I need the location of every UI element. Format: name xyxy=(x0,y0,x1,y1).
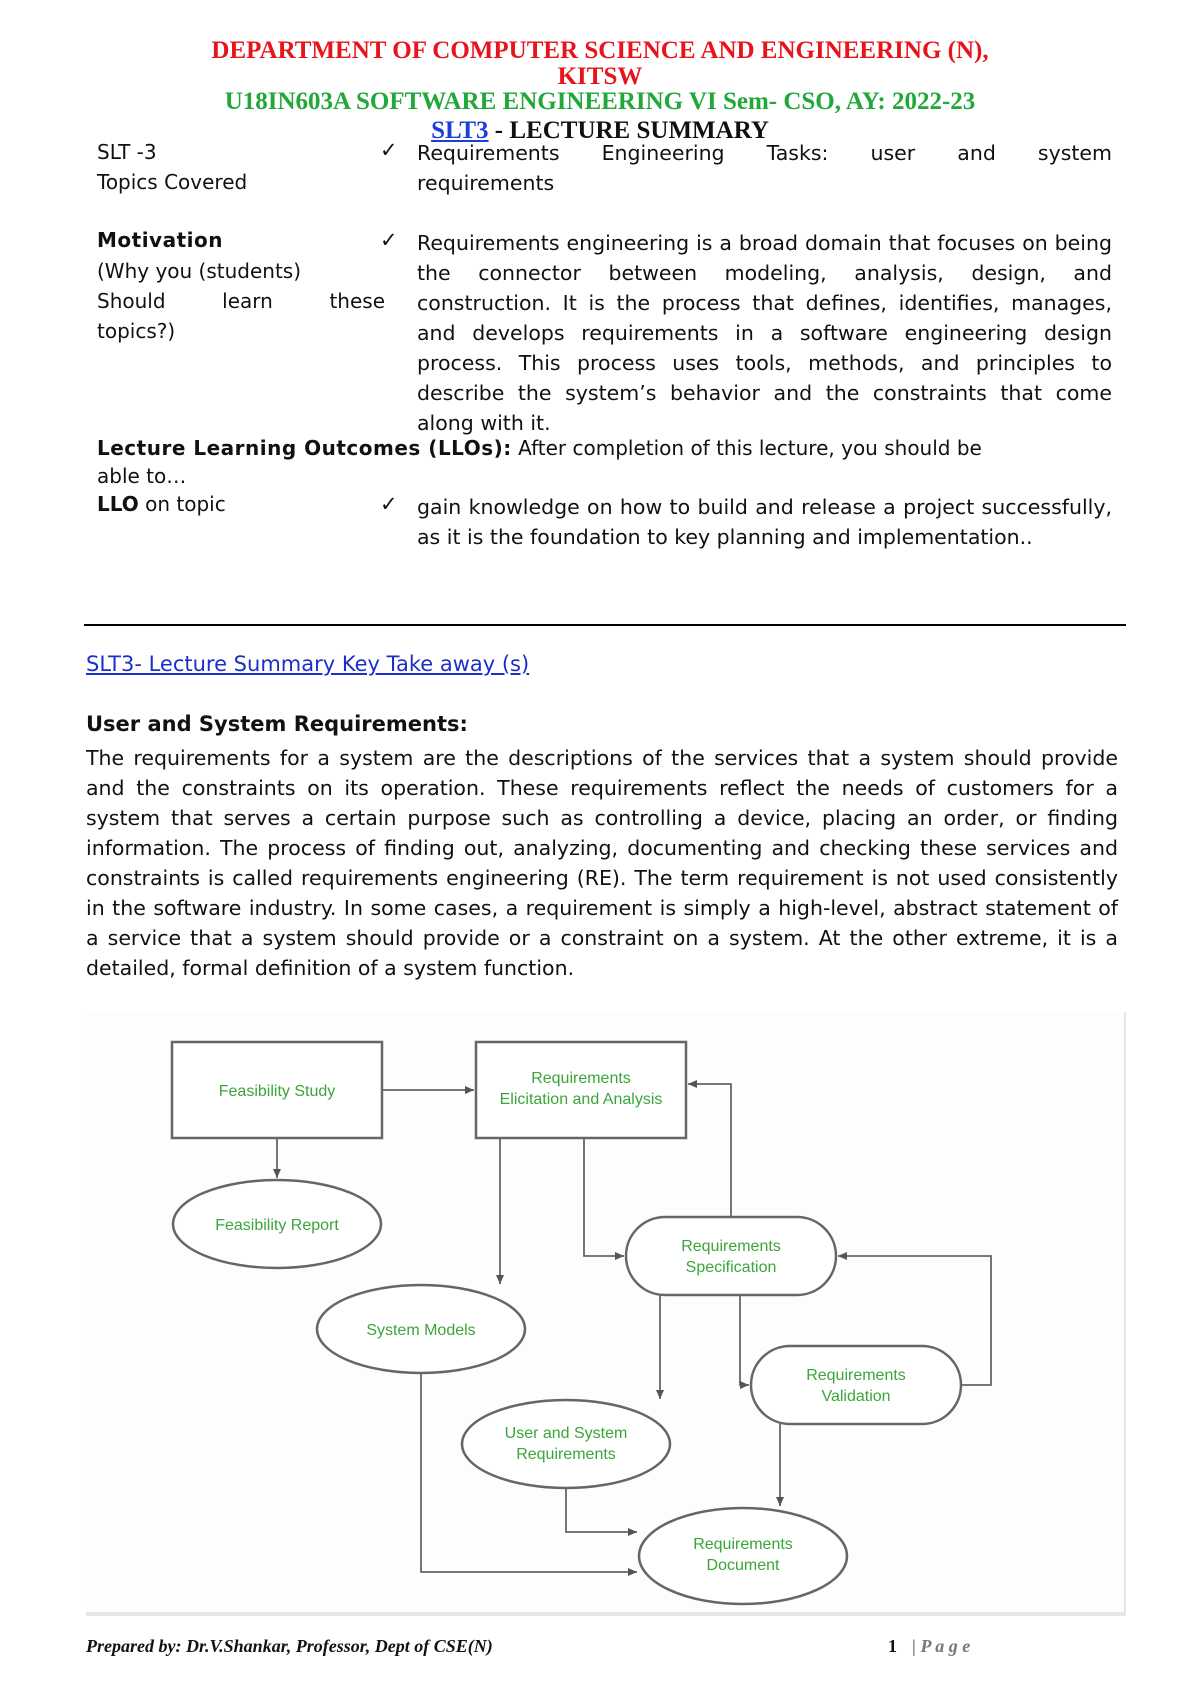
elicitation-label-2: Elicitation and Analysis xyxy=(499,1091,663,1108)
feasibility-report-node xyxy=(173,1180,381,1268)
edge-specification-to-validation xyxy=(740,1295,749,1385)
edge-specification-to-elicitation xyxy=(688,1084,731,1217)
department-title-line2: KITSW xyxy=(557,63,643,90)
feasibility-study-node xyxy=(172,1042,382,1138)
specification-label-1: Requirements xyxy=(681,1238,781,1255)
diagram-svg xyxy=(86,1012,1124,1612)
edge-elicitation-to-specification xyxy=(584,1138,624,1256)
page-number: 1 xyxy=(888,1636,897,1656)
llo-heading-rest: After completion of this lecture, you should be xyxy=(511,436,982,460)
topics-text-line1: Requirements Engineering Tasks: user and system xyxy=(417,141,1112,165)
check-icon: ✓ xyxy=(380,492,398,516)
llo-heading-cont: able to… xyxy=(97,464,187,488)
system-models-label: System Models xyxy=(366,1322,476,1339)
lecture-summary-title xyxy=(100,117,1100,144)
user-system-label-2: Requirements xyxy=(516,1446,616,1463)
document-label-2: Document xyxy=(706,1557,780,1574)
specification-label-2: Specification xyxy=(685,1259,777,1276)
topics-text-line2: requirements xyxy=(417,171,555,195)
motivation-sub-1: (Why you (students) xyxy=(97,259,302,283)
feasibility-report-label: Feasibility Report xyxy=(215,1217,339,1234)
edge-user-system-to-document xyxy=(566,1488,637,1532)
validation-label-1: Requirements xyxy=(806,1367,906,1384)
key-takeaway-heading[interactable]: SLT3- Lecture Summary Key Take away (s) xyxy=(86,652,530,676)
llo-label-bold: LLO xyxy=(97,492,139,516)
requirements-document-node xyxy=(639,1508,847,1604)
llo-text: gain knowledge on how to build and release a project successfully, as it is the foundation to key planning and implementation.. xyxy=(417,495,1112,549)
section-title: User and System Requirements: xyxy=(86,712,468,736)
document-label-1: Requirements xyxy=(693,1536,793,1553)
requirements-process-diagram xyxy=(86,1012,1126,1616)
topics-label: Topics Covered xyxy=(97,170,248,194)
section-divider xyxy=(84,624,1126,626)
user-system-requirements-node xyxy=(462,1400,670,1488)
department-title-line1: DEPARTMENT OF COMPUTER SCIENCE AND ENGINEERING (N), xyxy=(211,37,989,64)
llo-heading-bold: Lecture Learning Outcomes (LLOs): xyxy=(97,436,512,460)
elicitation-label-1: Requirements xyxy=(531,1070,631,1087)
llo-label-rest: on topic xyxy=(138,492,226,516)
check-icon: ✓ xyxy=(380,138,398,162)
user-system-label-1: User and System xyxy=(504,1425,628,1442)
lecture-summary-label: - LECTURE SUMMARY xyxy=(488,117,769,144)
check-icon: ✓ xyxy=(380,228,398,252)
system-models-node xyxy=(317,1285,525,1373)
motivation-label: Motivation xyxy=(97,228,223,252)
validation-node xyxy=(751,1346,961,1424)
course-title: U18IN603A SOFTWARE ENGINEERING VI Sem- CSO, AY: 2022-23 xyxy=(224,88,976,115)
motivation-sub-3: topics?) xyxy=(97,319,176,343)
slt-label: SLT -3 xyxy=(97,140,157,164)
specification-node xyxy=(626,1217,836,1295)
feasibility-study-label: Feasibility Study xyxy=(218,1083,336,1100)
summary-paragraph: The requirements for a system are the descriptions of the services that a system should provide and the constraints on its operation. These requirements reflect the needs of customers for a system that serves a certain purpose such as controlling a device, placing an order, or finding information. The process of finding out, analyzing, documenting and checking these services and constraints is called requirements engineering (RE). The term requirement is not used consistently in the software industry. In some cases, a requirement is simply a high-level, abstract statement of a service that a system should provide or a constraint on a system. At the other extreme, it is a detailed, formal definition of a system function. xyxy=(86,746,1118,980)
motivation-text: Requirements engineering is a broad domain that focuses on being the connector between modeling, analysis, design, and construction. It is the process that defines, identifies, manages, and develops requirements in a software engineering design process. This process uses tools, methods, and principles to describe the system’s behavior and the constraints that come along with it. xyxy=(417,231,1112,435)
topics-text xyxy=(417,138,1112,198)
elicitation-node xyxy=(476,1042,686,1138)
prepared-by: Prepared by: Dr.V.Shankar, Professor, Dept of CSE(N) xyxy=(86,1636,493,1656)
page-label: | P a g e xyxy=(912,1636,971,1656)
llo-label xyxy=(97,489,226,519)
slt-code: SLT3 xyxy=(431,117,489,144)
department-title xyxy=(100,38,1100,90)
validation-label-2: Validation xyxy=(821,1388,891,1405)
motivation-sub-2: Should learn these xyxy=(97,289,385,313)
llo-heading xyxy=(97,433,1129,463)
